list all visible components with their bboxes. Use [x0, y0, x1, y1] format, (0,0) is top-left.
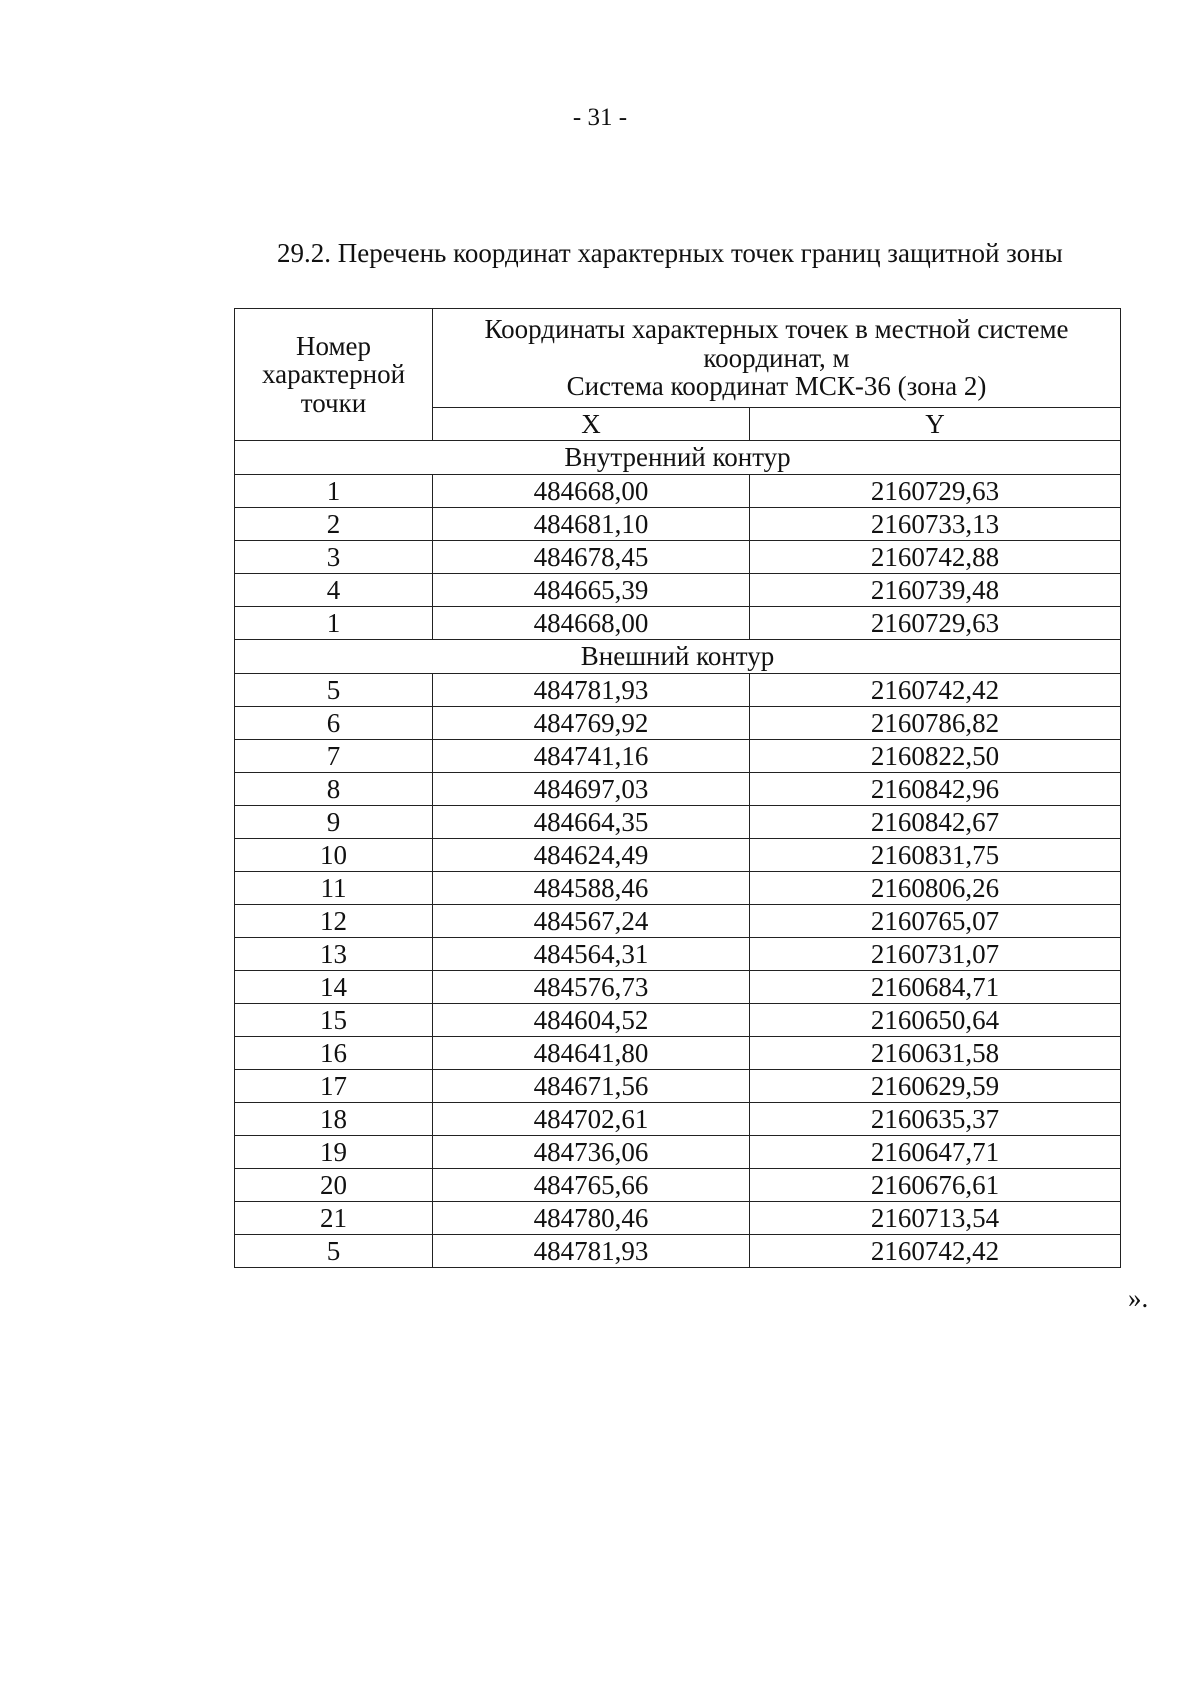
x-coordinate-cell: 484564,31 — [433, 938, 750, 971]
y-coordinate-cell: 2160739,48 — [750, 574, 1121, 607]
point-number-cell: 12 — [235, 905, 433, 938]
y-coordinate-cell: 2160684,71 — [750, 971, 1121, 1004]
point-number-cell: 19 — [235, 1136, 433, 1169]
header-coordinate-system: Система координат МСК-36 (зона 2) — [566, 371, 987, 402]
table-row — [235, 1202, 1121, 1235]
section-row — [235, 441, 1121, 475]
point-number-cell: 6 — [235, 707, 433, 740]
y-coordinate-cell: 2160650,64 — [750, 1004, 1121, 1037]
point-number-cell: 5 — [235, 1235, 433, 1268]
page-number: - 31 - — [572, 104, 628, 131]
point-number-cell: 10 — [235, 839, 433, 872]
y-coordinate-cell: 2160676,61 — [750, 1169, 1121, 1202]
table-header — [235, 309, 1121, 441]
point-number-cell: 4 — [235, 574, 433, 607]
table-row — [235, 740, 1121, 773]
y-coordinate-cell: 2160831,75 — [750, 839, 1121, 872]
point-number-cell: 14 — [235, 971, 433, 1004]
section-title: 29.2. Перечень координат характерных точек границ защитной зоны — [277, 238, 1063, 268]
table-row — [235, 541, 1121, 574]
y-coordinate-cell: 2160629,59 — [750, 1070, 1121, 1103]
table-row — [235, 508, 1121, 541]
y-coordinate-cell: 2160842,67 — [750, 806, 1121, 839]
point-number-cell: 5 — [235, 674, 433, 707]
section-name: Внутренний контур — [235, 441, 1121, 475]
table-row — [235, 1169, 1121, 1202]
x-coordinate-cell: 484681,10 — [433, 508, 750, 541]
point-number-cell: 1 — [235, 607, 433, 640]
x-coordinate-cell: 484736,06 — [433, 1136, 750, 1169]
x-coordinate-cell: 484697,03 — [433, 773, 750, 806]
y-coordinate-cell: 2160842,96 — [750, 773, 1121, 806]
header-coordinates-title: Координаты характерных точек в местной системе координат, м — [484, 314, 1069, 373]
table-row — [235, 806, 1121, 839]
x-coordinate-cell: 484769,92 — [433, 707, 750, 740]
point-number-cell: 16 — [235, 1037, 433, 1070]
table-body — [235, 441, 1121, 1268]
y-coordinate-cell: 2160631,58 — [750, 1037, 1121, 1070]
section-row — [235, 640, 1121, 674]
x-coordinate-cell: 484702,61 — [433, 1103, 750, 1136]
table-row — [235, 475, 1121, 508]
header-coordinates — [433, 309, 1121, 408]
point-number-cell: 1 — [235, 475, 433, 508]
table-row — [235, 1235, 1121, 1268]
table-row — [235, 1103, 1121, 1136]
table-row — [235, 1037, 1121, 1070]
table-row — [235, 1070, 1121, 1103]
header-y: Y — [750, 408, 1121, 441]
x-coordinate-cell: 484665,39 — [433, 574, 750, 607]
x-coordinate-cell: 484624,49 — [433, 839, 750, 872]
table-row — [235, 773, 1121, 806]
table-row — [235, 872, 1121, 905]
x-coordinate-cell: 484781,93 — [433, 674, 750, 707]
y-coordinate-cell: 2160733,13 — [750, 508, 1121, 541]
point-number-cell: 7 — [235, 740, 433, 773]
table-row — [235, 1136, 1121, 1169]
x-coordinate-cell: 484741,16 — [433, 740, 750, 773]
table-row — [235, 1004, 1121, 1037]
table-row — [235, 574, 1121, 607]
point-number-cell: 20 — [235, 1169, 433, 1202]
y-coordinate-cell: 2160765,07 — [750, 905, 1121, 938]
point-number-cell: 9 — [235, 806, 433, 839]
x-coordinate-cell: 484664,35 — [433, 806, 750, 839]
y-coordinate-cell: 2160713,54 — [750, 1202, 1121, 1235]
y-coordinate-cell: 2160729,63 — [750, 607, 1121, 640]
y-coordinate-cell: 2160731,07 — [750, 938, 1121, 971]
x-coordinate-cell: 484780,46 — [433, 1202, 750, 1235]
y-coordinate-cell: 2160742,88 — [750, 541, 1121, 574]
x-coordinate-cell: 484588,46 — [433, 872, 750, 905]
point-number-cell: 8 — [235, 773, 433, 806]
x-coordinate-cell: 484567,24 — [433, 905, 750, 938]
y-coordinate-cell: 2160806,26 — [750, 872, 1121, 905]
x-coordinate-cell: 484671,56 — [433, 1070, 750, 1103]
x-coordinate-cell: 484668,00 — [433, 475, 750, 508]
table-row — [235, 938, 1121, 971]
closing-quote: ». — [1128, 1283, 1149, 1313]
y-coordinate-cell: 2160647,71 — [750, 1136, 1121, 1169]
table-row — [235, 971, 1121, 1004]
point-number-cell: 13 — [235, 938, 433, 971]
coordinates-table — [234, 308, 1121, 1268]
y-coordinate-cell: 2160635,37 — [750, 1103, 1121, 1136]
x-coordinate-cell: 484576,73 — [433, 971, 750, 1004]
x-coordinate-cell: 484765,66 — [433, 1169, 750, 1202]
table-row — [235, 674, 1121, 707]
section-name: Внешний контур — [235, 640, 1121, 674]
point-number-cell: 21 — [235, 1202, 433, 1235]
table-row — [235, 905, 1121, 938]
point-number-cell: 17 — [235, 1070, 433, 1103]
y-coordinate-cell: 2160786,82 — [750, 707, 1121, 740]
y-coordinate-cell: 2160742,42 — [750, 1235, 1121, 1268]
x-coordinate-cell: 484668,00 — [433, 607, 750, 640]
x-coordinate-cell: 484641,80 — [433, 1037, 750, 1070]
y-coordinate-cell: 2160822,50 — [750, 740, 1121, 773]
header-point-number: Номер характерной точки — [235, 309, 433, 441]
x-coordinate-cell: 484604,52 — [433, 1004, 750, 1037]
x-coordinate-cell: 484678,45 — [433, 541, 750, 574]
table-row — [235, 839, 1121, 872]
header-x: X — [433, 408, 750, 441]
y-coordinate-cell: 2160742,42 — [750, 674, 1121, 707]
table-row — [235, 707, 1121, 740]
point-number-cell: 2 — [235, 508, 433, 541]
point-number-cell: 15 — [235, 1004, 433, 1037]
point-number-cell: 3 — [235, 541, 433, 574]
y-coordinate-cell: 2160729,63 — [750, 475, 1121, 508]
point-number-cell: 18 — [235, 1103, 433, 1136]
table-row — [235, 607, 1121, 640]
x-coordinate-cell: 484781,93 — [433, 1235, 750, 1268]
point-number-cell: 11 — [235, 872, 433, 905]
